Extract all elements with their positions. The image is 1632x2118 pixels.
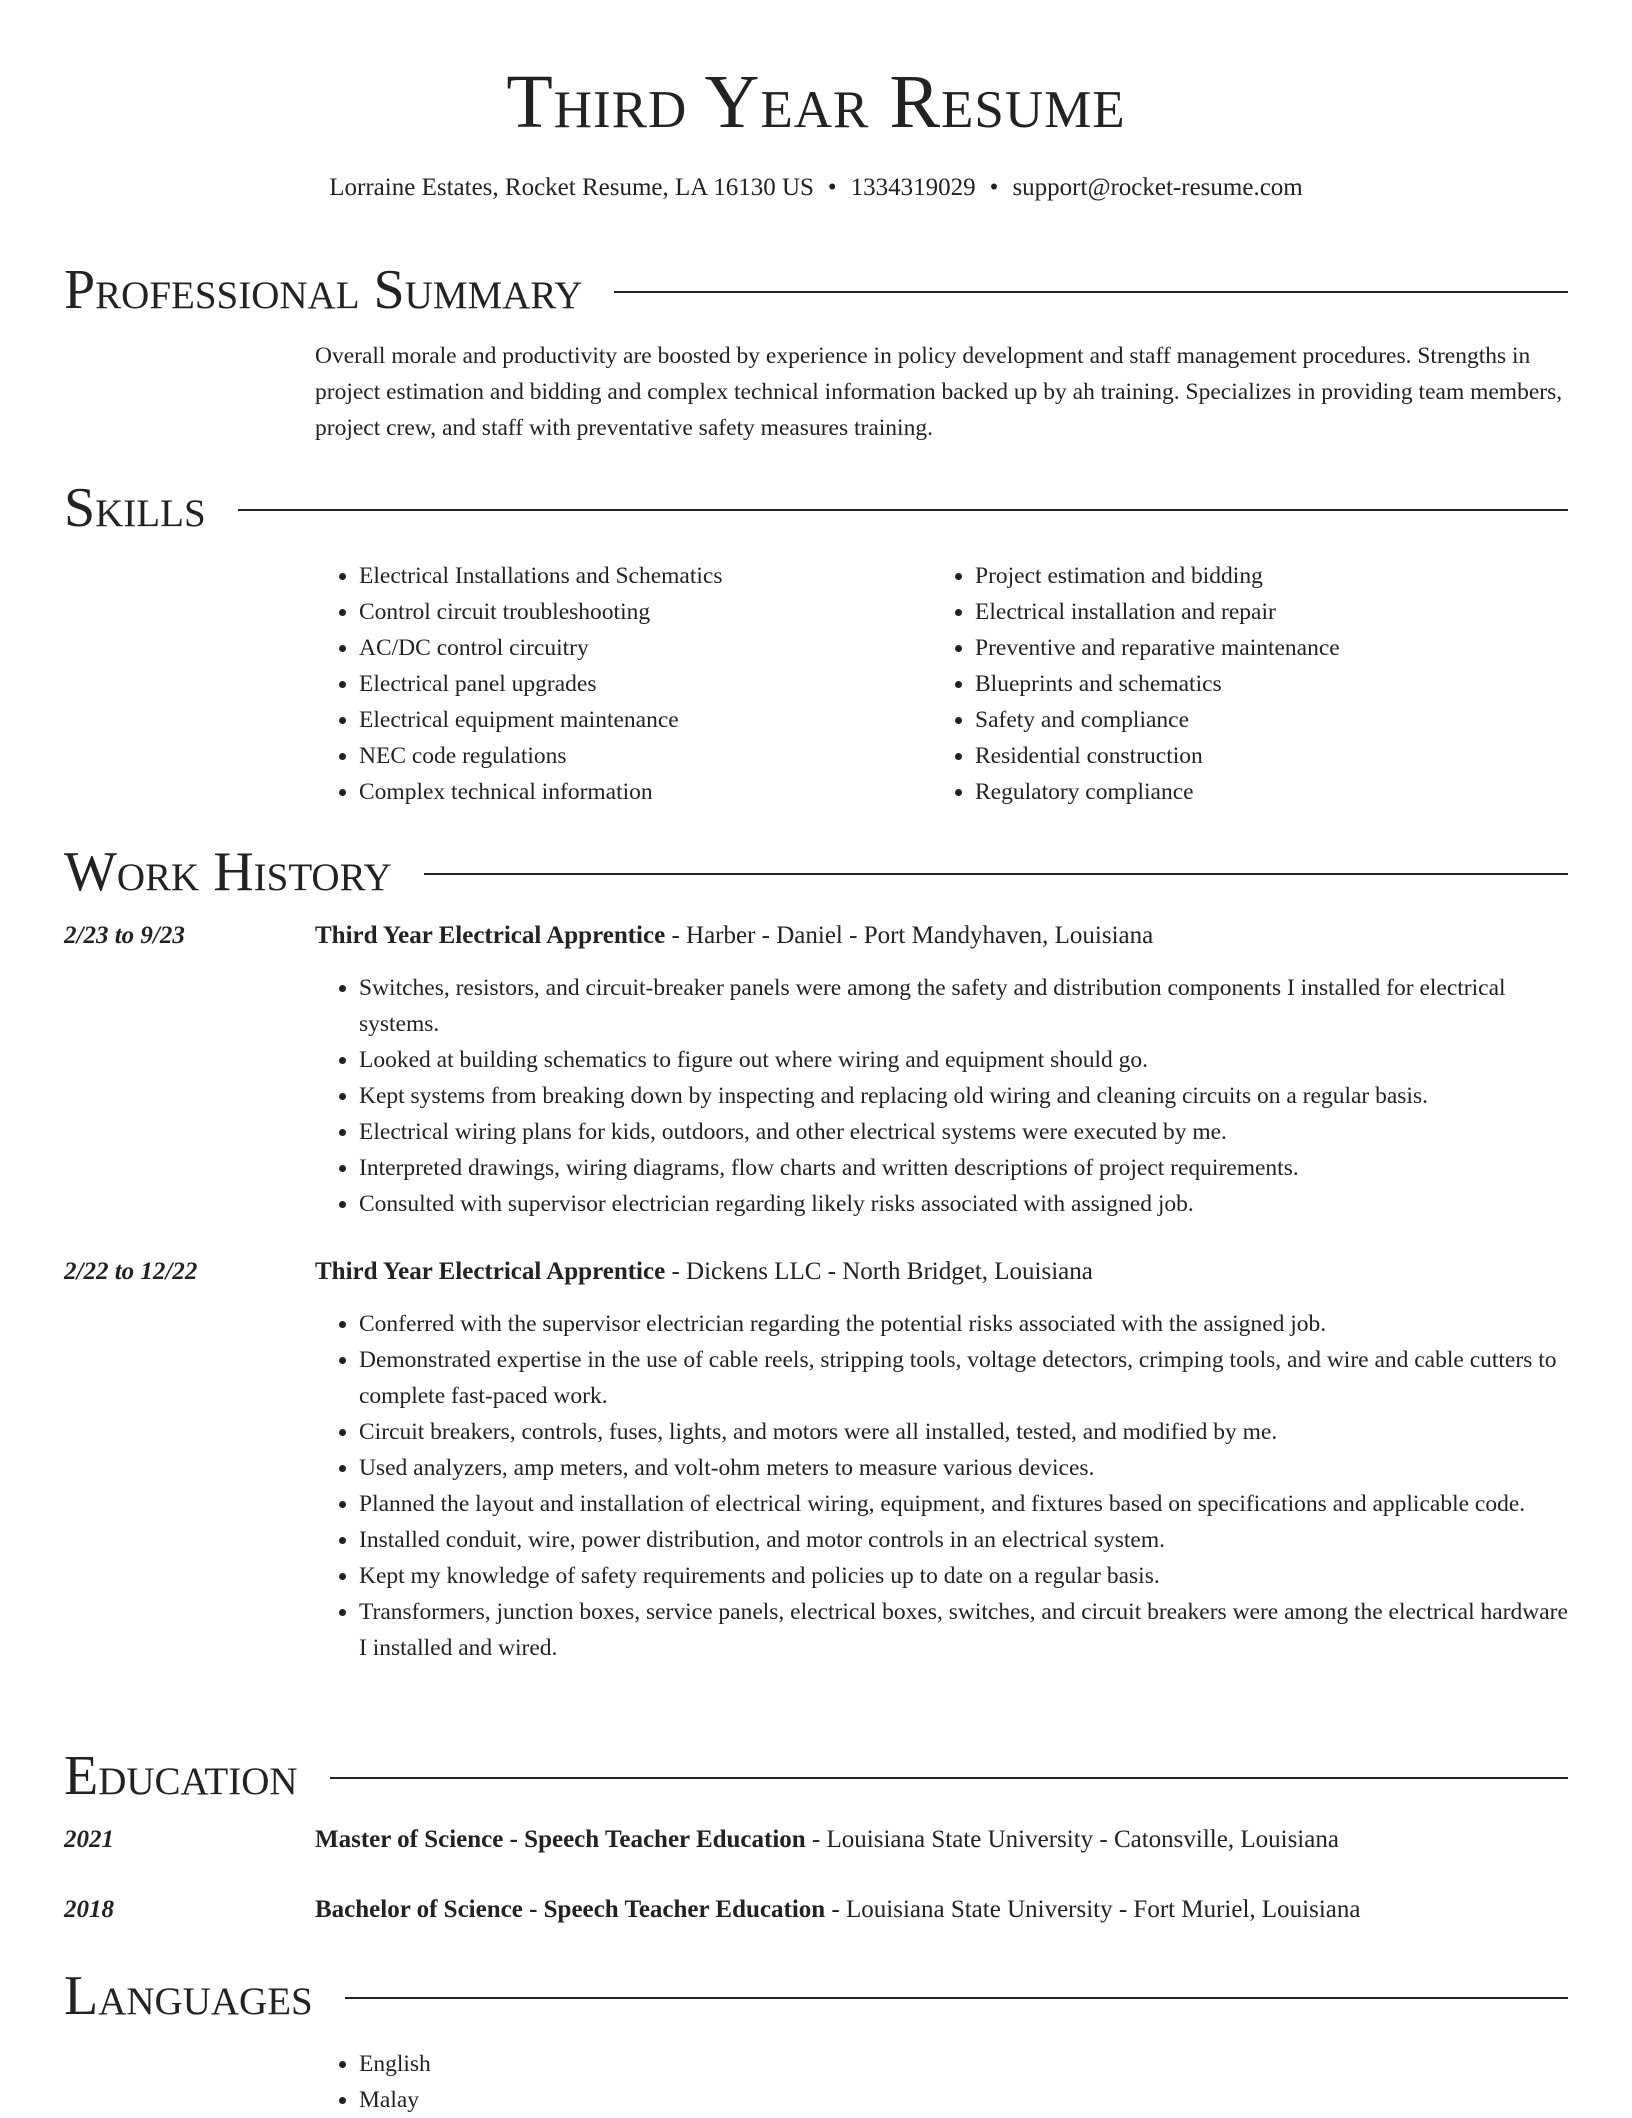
summary-header (64, 259, 1568, 321)
skill-item: • Preventive and reparative maintenance (975, 630, 1547, 666)
job-bullet: • Demonstrated expertise in the use of cable reels, stripping tools, voltage detectors, crimping tools, and wire and cable cutters to complete fast-paced work. (359, 1342, 1568, 1414)
skill-item: • Electrical installation and repair (975, 594, 1547, 630)
education-entry (64, 1892, 1568, 1928)
job-date: 2/22 to 12/22 (64, 1258, 198, 1285)
job-bullet: • Looked at building schematics to figure out where wiring and equipment should go. (359, 1042, 1568, 1078)
job-bullet: • Switches, resistors, and circuit-breaker panels were among the safety and distribution components I installed for electrical systems. (359, 970, 1568, 1042)
work-history-header (64, 841, 1568, 903)
contact-email: support@rocket-resume.com (1012, 174, 1303, 201)
education-details: - Louisiana State University - Fort Muriel, Louisiana (825, 1896, 1361, 1923)
job-role: Third Year Electrical Apprentice (315, 922, 666, 949)
job-details: - Dickens LLC - North Bridget, Louisiana (665, 1258, 1093, 1285)
summary-text: Overall morale and productivity are boosted by experience in policy development and staff management procedures. Strengths in project estimation and bidding and complex technical information backed up by ah training. Specializes in providing team members, project crew, and staff with preventative safety measures training. (315, 343, 1563, 441)
skill-item: • Electrical panel upgrades (359, 666, 931, 702)
section-divider (614, 291, 1568, 293)
skill-item: • Regulatory compliance (975, 774, 1547, 810)
languages-list (315, 2046, 1568, 2118)
job-heading (315, 1254, 1568, 1290)
job-bullet: • Kept systems from breaking down by inspecting and replacing old wiring and cleaning circuits on a regular basis. (359, 1078, 1568, 1114)
contact-separator: • (827, 174, 837, 201)
job-bullet: • Planned the layout and installation of electrical wiring, equipment, and fixtures based on specifications and applicable code. (359, 1486, 1568, 1522)
languages-header (64, 1965, 1568, 2027)
section-divider (238, 509, 1568, 511)
work-history-section (64, 841, 1568, 1666)
contact-address: Lorraine Estates, Rocket Resume, LA 16130 US (329, 174, 814, 201)
skill-item: • NEC code regulations (359, 738, 931, 774)
skill-item: • AC/DC control circuitry (359, 630, 931, 666)
education-date: 2018 (64, 1896, 114, 1923)
job-bullet: • Interpreted drawings, wiring diagrams, flow charts and written descriptions of project requirements. (359, 1150, 1568, 1186)
summary-section (64, 259, 1568, 446)
job-heading (315, 918, 1568, 954)
language-item: • Malay (359, 2082, 1568, 2118)
skill-item: • Electrical Installations and Schematics (359, 558, 931, 594)
job-entry (64, 918, 1568, 1222)
education-degree: Master of Science - Speech Teacher Education (315, 1826, 806, 1853)
education-title: Education (64, 1745, 298, 1807)
skills-list-left (315, 558, 931, 810)
job-details: - Harber - Daniel - Port Mandyhaven, Louisiana (665, 922, 1154, 949)
section-divider (330, 1777, 1568, 1779)
job-bullet: • Transformers, junction boxes, service panels, electrical boxes, switches, and circuit breakers were among the electrical hardware I installed and wired. (359, 1594, 1568, 1666)
job-bullets (315, 1306, 1568, 1666)
job-bullets (315, 970, 1568, 1222)
job-date: 2/23 to 9/23 (64, 922, 185, 949)
languages-section (64, 1965, 1568, 2118)
skill-item: • Blueprints and schematics (975, 666, 1547, 702)
job-bullet: • Used analyzers, amp meters, and volt-ohm meters to measure various devices. (359, 1450, 1568, 1486)
education-section (64, 1745, 1568, 1928)
skill-item: • Safety and compliance (975, 702, 1547, 738)
section-divider (345, 1997, 1568, 1999)
job-bullet: • Electrical wiring plans for kids, outdoors, and other electrical systems were executed by me. (359, 1114, 1568, 1150)
job-bullet: • Consulted with supervisor electrician regarding likely risks associated with assigned job. (359, 1186, 1568, 1222)
language-item: • English (359, 2046, 1568, 2082)
skill-item: • Complex technical information (359, 774, 931, 810)
skill-item: • Residential construction (975, 738, 1547, 774)
job-bullet: • Installed conduit, wire, power distribution, and motor controls in an electrical system. (359, 1522, 1568, 1558)
skills-section (64, 477, 1568, 810)
job-entry (64, 1254, 1568, 1666)
resume-name: Third Year Resume (506, 60, 1126, 144)
skills-title: Skills (64, 477, 206, 539)
job-role: Third Year Electrical Apprentice (315, 1258, 666, 1285)
contact-line (0, 174, 1632, 202)
languages-title: Languages (64, 1965, 313, 2027)
skill-item: • Electrical equipment maintenance (359, 702, 931, 738)
skill-item: • Control circuit troubleshooting (359, 594, 931, 630)
skill-item: • Project estimation and bidding (975, 558, 1547, 594)
education-details: - Louisiana State University - Catonsville, Louisiana (805, 1826, 1339, 1853)
education-header (64, 1745, 1568, 1807)
work-history-title: Work History (64, 841, 392, 903)
job-bullet: • Circuit breakers, controls, fuses, lights, and motors were all installed, tested, and modified by me. (359, 1414, 1568, 1450)
education-entry (64, 1822, 1568, 1858)
summary-title: Professional Summary (64, 259, 583, 321)
section-divider (424, 873, 1568, 875)
job-bullet: • Kept my knowledge of safety requirements and policies up to date on a regular basis. (359, 1558, 1568, 1594)
education-heading (315, 1892, 1568, 1928)
contact-separator: • (989, 174, 999, 201)
skills-header (64, 477, 1568, 539)
skills-list-right (931, 558, 1547, 810)
contact-phone: 1334319029 (850, 174, 976, 201)
education-degree: Bachelor of Science - Speech Teacher Education (315, 1896, 826, 1923)
education-heading (315, 1822, 1568, 1858)
education-date: 2021 (64, 1826, 114, 1853)
job-bullet: • Conferred with the supervisor electrician regarding the potential risks associated with the assigned job. (359, 1306, 1568, 1342)
